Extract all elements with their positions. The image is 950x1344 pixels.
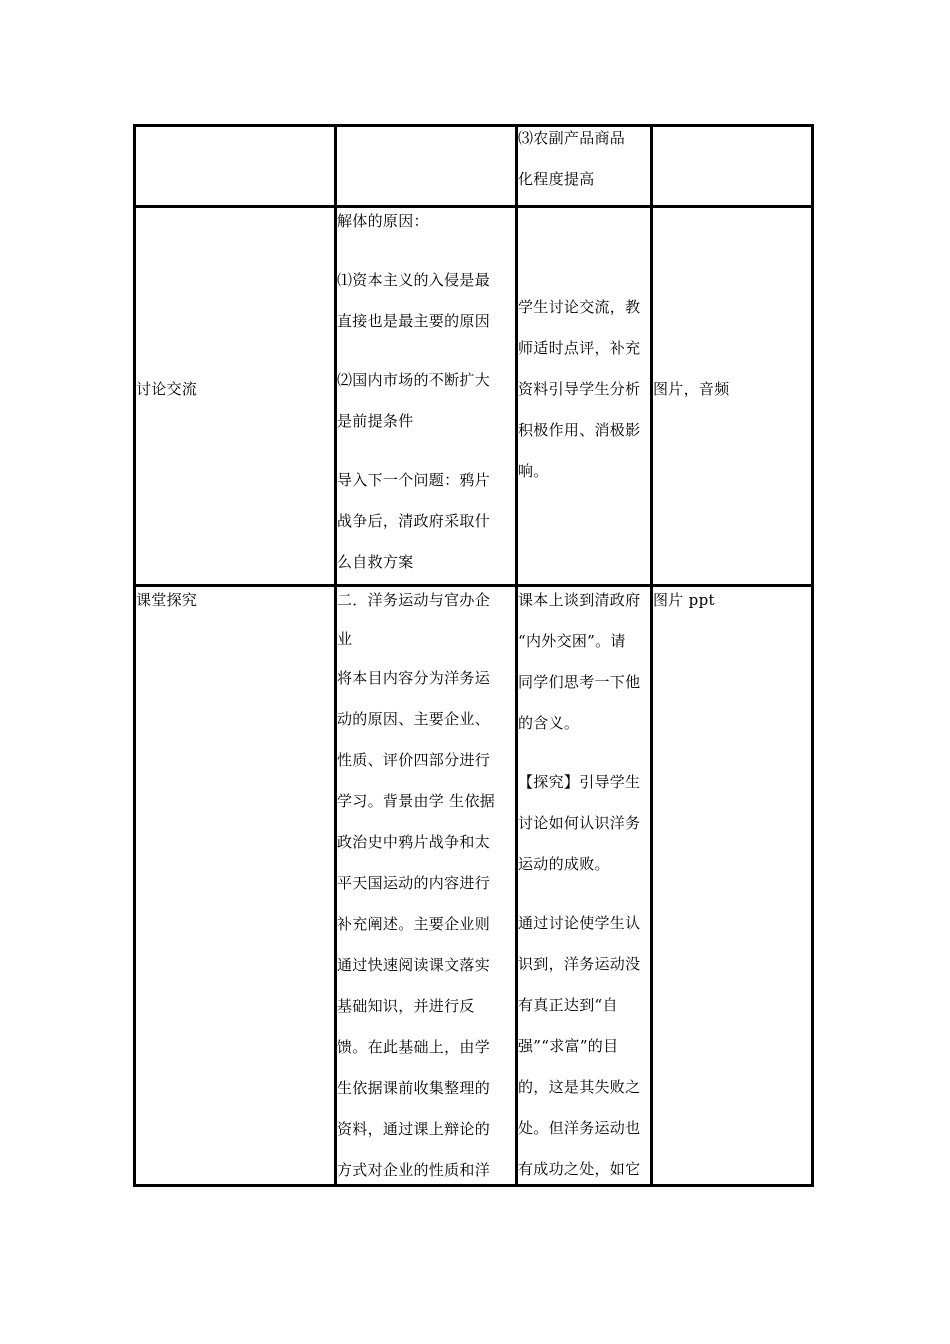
cell-line: 图片，音频 bbox=[653, 380, 730, 398]
cell-line: 讨论如何认识洋务 bbox=[518, 814, 641, 832]
cell-line: 处。但洋务运动也 bbox=[518, 1119, 641, 1137]
cell-line: 将本目内容分为洋务运 bbox=[337, 669, 491, 687]
table-cell bbox=[653, 369, 811, 410]
cell-line: 有真正达到“自 bbox=[518, 996, 618, 1014]
paragraph-gap bbox=[518, 885, 651, 903]
cell-line: 积极作用、消极影 bbox=[518, 421, 641, 439]
cell-line: 有成功之处，如它 bbox=[518, 1160, 641, 1178]
cell-line: 学习。背景由学 生依据 bbox=[337, 792, 496, 810]
paragraph-gap bbox=[337, 242, 515, 260]
table-border-bottom bbox=[133, 1184, 814, 1187]
cell-line: 动的原因、主要企业、 bbox=[337, 710, 491, 728]
cell-line: 直接也是最主要的原因 bbox=[337, 312, 491, 330]
cell-line: 平天国运动的内容进行 bbox=[337, 874, 491, 892]
table-cell bbox=[518, 580, 651, 1184]
cell-line: 政治史中鸦片战争和太 bbox=[337, 833, 491, 851]
table-border-top bbox=[133, 124, 814, 127]
cell-line: 基础知识，并进行反 bbox=[337, 997, 475, 1015]
cell-line: 强”“求富”的目 bbox=[518, 1037, 619, 1055]
cell-line: 识到，洋务运动没 bbox=[518, 955, 641, 973]
cell-line: 师适时点评，补充 bbox=[518, 339, 641, 357]
cell-line: 课堂探究 bbox=[136, 591, 198, 609]
cell-line: 的，这是其失败之 bbox=[518, 1078, 641, 1096]
cell-line: 是前提条件 bbox=[337, 412, 414, 430]
row-label-discussion bbox=[136, 369, 334, 410]
cell-line: 图片 ppt bbox=[653, 591, 715, 609]
cell-line: 方式对企业的性质和洋 bbox=[337, 1161, 491, 1179]
table-cell bbox=[518, 118, 650, 200]
table-cell bbox=[518, 287, 651, 492]
cell-line: 性质、评价四部分进行 bbox=[337, 751, 491, 769]
cell-line: 同学们思考一下他 bbox=[518, 673, 641, 691]
table-cell bbox=[337, 201, 515, 583]
cell-line: 【探究】引导学生 bbox=[518, 773, 641, 791]
cell-line: 课本上谈到清政府 bbox=[518, 591, 641, 609]
cell-line: 战争后，清政府采取什 bbox=[337, 512, 491, 530]
cell-line: 么自救方案 bbox=[337, 553, 414, 571]
cell-line: 导入下一个问题：鸦片 bbox=[337, 471, 491, 489]
cell-line: ⑴资本主义的入侵是最 bbox=[337, 271, 491, 289]
paragraph-gap bbox=[337, 442, 515, 460]
cell-line: 解体的原因： bbox=[337, 212, 429, 230]
cell-line: 的含义。 bbox=[518, 714, 580, 732]
table-border-left bbox=[133, 124, 136, 1187]
cell-line: 馈。在此基础上，由学 bbox=[337, 1038, 491, 1056]
table-cell bbox=[653, 580, 811, 621]
table-border-right bbox=[811, 124, 814, 1187]
cell-line: 通过快速阅读课文落实 bbox=[337, 956, 491, 974]
cell-line: 补充阐述。主要企业则 bbox=[337, 915, 491, 933]
table-cell bbox=[337, 580, 515, 1184]
cell-line: 响。 bbox=[518, 462, 549, 480]
cell-line: 通过讨论使学生认 bbox=[518, 914, 641, 932]
cell-line: ⑵国内市场的不断扩大 bbox=[337, 371, 491, 389]
cell-line: 化程度提高 bbox=[518, 170, 595, 188]
paragraph-gap bbox=[337, 342, 515, 360]
row-label-inquiry bbox=[136, 580, 334, 621]
cell-line: ⑶农副产品商品 bbox=[518, 129, 626, 147]
cell-line: 资料，通过课上辩论的 bbox=[337, 1120, 491, 1138]
cell-line: 业 bbox=[337, 630, 353, 648]
cell-line: 资料引导学生分析 bbox=[518, 380, 641, 398]
paragraph-gap bbox=[518, 744, 651, 762]
cell-line: 学生讨论交流，教 bbox=[518, 298, 641, 316]
cell-line: 讨论交流 bbox=[136, 380, 198, 398]
cell-line: 二．洋务运动与官办企 bbox=[337, 591, 491, 609]
cell-line: “内外交困”。请 bbox=[518, 632, 626, 650]
cell-line: 生依据课前收集整理的 bbox=[337, 1079, 491, 1097]
cell-line: 运动的成败。 bbox=[518, 855, 610, 873]
